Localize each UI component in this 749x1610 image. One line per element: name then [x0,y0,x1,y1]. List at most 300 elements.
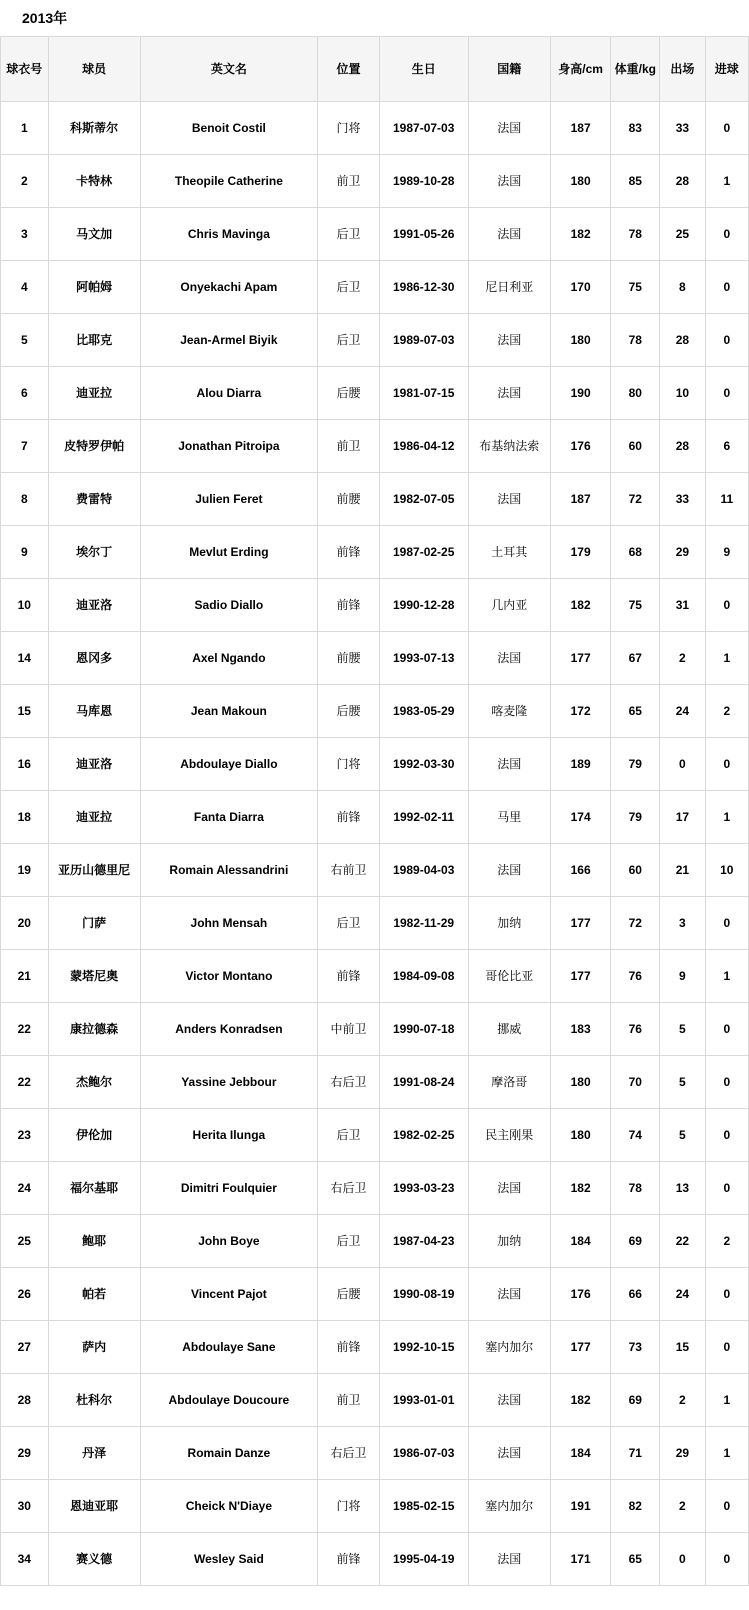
player-name: 迪亚洛 [48,738,140,791]
player-position: 前锋 [318,950,380,1003]
player-weight: 78 [611,208,660,261]
player-goals: 11 [705,473,748,526]
player-name: 萨内 [48,1321,140,1374]
player-goals: 6 [705,420,748,473]
player-jersey-number: 4 [1,261,49,314]
player-name: 门萨 [48,897,140,950]
player-appearances: 24 [660,685,705,738]
player-goals: 1 [705,155,748,208]
player-appearances: 25 [660,208,705,261]
player-weight: 66 [611,1268,660,1321]
player-name: 蒙塔尼奥 [48,950,140,1003]
player-weight: 67 [611,632,660,685]
table-row [1,1480,749,1533]
player-nationality: 法国 [468,844,550,897]
player-name: 杜科尔 [48,1374,140,1427]
player-appearances: 28 [660,155,705,208]
table-row [1,950,749,1003]
player-birthday: 1982-02-25 [379,1109,468,1162]
player-birthday: 1985-02-15 [379,1480,468,1533]
table-row [1,579,749,632]
player-weight: 70 [611,1056,660,1109]
table-row [1,208,749,261]
player-position: 后腰 [318,1268,380,1321]
player-height: 166 [550,844,611,897]
player-height: 180 [550,155,611,208]
player-jersey-number: 23 [1,1109,49,1162]
player-goals: 10 [705,844,748,897]
player-goals: 0 [705,1162,748,1215]
player-english-name: Jonathan Pitroipa [140,420,318,473]
player-jersey-number: 19 [1,844,49,897]
player-nationality: 几内亚 [468,579,550,632]
player-weight: 69 [611,1215,660,1268]
column-header-jersey-number: 球衣号 [1,37,49,102]
player-name: 恩迪亚耶 [48,1480,140,1533]
player-english-name: Julien Feret [140,473,318,526]
player-height: 180 [550,1056,611,1109]
player-birthday: 1987-07-03 [379,102,468,155]
player-nationality: 法国 [468,102,550,155]
player-birthday: 1981-07-15 [379,367,468,420]
player-jersey-number: 20 [1,897,49,950]
player-goals: 1 [705,1427,748,1480]
player-appearances: 33 [660,473,705,526]
player-weight: 80 [611,367,660,420]
player-nationality: 塞内加尔 [468,1480,550,1533]
player-weight: 71 [611,1427,660,1480]
player-appearances: 21 [660,844,705,897]
player-name: 杰鲍尔 [48,1056,140,1109]
player-nationality: 摩洛哥 [468,1056,550,1109]
table-row [1,420,749,473]
column-header-goals: 进球 [705,37,748,102]
player-english-name: Fanta Diarra [140,791,318,844]
player-height: 182 [550,208,611,261]
player-nationality: 尼日利亚 [468,261,550,314]
table-row [1,1533,749,1586]
player-birthday: 1986-07-03 [379,1427,468,1480]
player-name: 埃尔丁 [48,526,140,579]
player-birthday: 1986-04-12 [379,420,468,473]
player-position: 前腰 [318,632,380,685]
player-position: 前锋 [318,1321,380,1374]
player-name: 鲍耶 [48,1215,140,1268]
table-row [1,1321,749,1374]
player-height: 184 [550,1215,611,1268]
player-height: 182 [550,1162,611,1215]
player-english-name: Jean-Armel Biyik [140,314,318,367]
table-row [1,685,749,738]
column-header-appearances: 出场 [660,37,705,102]
player-goals: 0 [705,1480,748,1533]
player-jersey-number: 1 [1,102,49,155]
player-jersey-number: 34 [1,1533,49,1586]
player-appearances: 33 [660,102,705,155]
player-nationality: 法国 [468,155,550,208]
player-goals: 0 [705,367,748,420]
player-goals: 0 [705,208,748,261]
player-appearances: 3 [660,897,705,950]
player-position: 门将 [318,1480,380,1533]
player-position: 门将 [318,738,380,791]
player-appearances: 5 [660,1056,705,1109]
player-position: 中前卫 [318,1003,380,1056]
player-name: 帕若 [48,1268,140,1321]
table-row [1,1003,749,1056]
player-jersey-number: 2 [1,155,49,208]
player-jersey-number: 10 [1,579,49,632]
column-header-english-name: 英文名 [140,37,318,102]
player-height: 182 [550,579,611,632]
player-birthday: 1990-12-28 [379,579,468,632]
player-name: 赛义德 [48,1533,140,1586]
player-weight: 85 [611,155,660,208]
player-weight: 75 [611,579,660,632]
player-jersey-number: 8 [1,473,49,526]
player-birthday: 1986-12-30 [379,261,468,314]
player-appearances: 29 [660,526,705,579]
player-position: 前卫 [318,1374,380,1427]
column-header-birthday: 生日 [379,37,468,102]
player-goals: 0 [705,261,748,314]
table-row [1,1215,749,1268]
player-nationality: 布基纳法索 [468,420,550,473]
table-row [1,526,749,579]
player-nationality: 法国 [468,473,550,526]
player-name: 迪亚拉 [48,791,140,844]
player-goals: 0 [705,314,748,367]
player-weight: 74 [611,1109,660,1162]
player-weight: 83 [611,102,660,155]
player-height: 170 [550,261,611,314]
player-jersey-number: 21 [1,950,49,1003]
player-height: 177 [550,950,611,1003]
player-jersey-number: 22 [1,1003,49,1056]
player-english-name: Mevlut Erding [140,526,318,579]
player-appearances: 13 [660,1162,705,1215]
player-position: 前锋 [318,791,380,844]
player-height: 182 [550,1374,611,1427]
player-jersey-number: 6 [1,367,49,420]
player-nationality: 马里 [468,791,550,844]
player-birthday: 1993-03-23 [379,1162,468,1215]
player-position: 前卫 [318,155,380,208]
player-position: 右后卫 [318,1427,380,1480]
player-weight: 65 [611,1533,660,1586]
player-jersey-number: 16 [1,738,49,791]
player-nationality: 法国 [468,1162,550,1215]
player-jersey-number: 15 [1,685,49,738]
table-row [1,1374,749,1427]
player-position: 后卫 [318,1109,380,1162]
player-jersey-number: 27 [1,1321,49,1374]
table-row [1,791,749,844]
player-english-name: Anders Konradsen [140,1003,318,1056]
player-english-name: Yassine Jebbour [140,1056,318,1109]
player-english-name: Romain Alessandrini [140,844,318,897]
player-weight: 79 [611,738,660,791]
player-birthday: 1995-04-19 [379,1533,468,1586]
player-jersey-number: 28 [1,1374,49,1427]
player-appearances: 17 [660,791,705,844]
player-nationality: 加纳 [468,1215,550,1268]
player-birthday: 1991-05-26 [379,208,468,261]
player-goals: 0 [705,738,748,791]
player-position: 前腰 [318,473,380,526]
player-goals: 0 [705,102,748,155]
player-appearances: 28 [660,314,705,367]
player-birthday: 1982-11-29 [379,897,468,950]
player-position: 后卫 [318,208,380,261]
player-height: 177 [550,1321,611,1374]
player-weight: 68 [611,526,660,579]
player-english-name: Alou Diarra [140,367,318,420]
player-nationality: 民主刚果 [468,1109,550,1162]
player-english-name: Romain Danze [140,1427,318,1480]
player-birthday: 1992-02-11 [379,791,468,844]
player-weight: 79 [611,791,660,844]
player-height: 177 [550,897,611,950]
player-birthday: 1992-10-15 [379,1321,468,1374]
player-birthday: 1990-07-18 [379,1003,468,1056]
player-name: 皮特罗伊帕 [48,420,140,473]
player-jersey-number: 25 [1,1215,49,1268]
player-height: 191 [550,1480,611,1533]
column-header-position: 位置 [318,37,380,102]
table-row [1,897,749,950]
player-appearances: 2 [660,632,705,685]
player-goals: 0 [705,1268,748,1321]
player-weight: 73 [611,1321,660,1374]
player-goals: 9 [705,526,748,579]
player-jersey-number: 5 [1,314,49,367]
player-weight: 76 [611,1003,660,1056]
player-goals: 0 [705,1533,748,1586]
player-nationality: 加纳 [468,897,550,950]
player-nationality: 法国 [468,632,550,685]
roster-table [0,36,749,1586]
player-birthday: 1993-01-01 [379,1374,468,1427]
player-jersey-number: 7 [1,420,49,473]
player-nationality: 法国 [468,738,550,791]
player-english-name: Benoit Costil [140,102,318,155]
player-appearances: 9 [660,950,705,1003]
player-birthday: 1989-10-28 [379,155,468,208]
player-weight: 60 [611,420,660,473]
player-height: 180 [550,314,611,367]
player-goals: 0 [705,1003,748,1056]
player-birthday: 1987-02-25 [379,526,468,579]
player-goals: 1 [705,632,748,685]
player-jersey-number: 22 [1,1056,49,1109]
player-position: 右后卫 [318,1056,380,1109]
table-row [1,1162,749,1215]
table-row [1,1056,749,1109]
player-height: 172 [550,685,611,738]
player-position: 后卫 [318,897,380,950]
player-english-name: Abdoulaye Doucoure [140,1374,318,1427]
player-jersey-number: 9 [1,526,49,579]
table-row [1,261,749,314]
player-position: 前锋 [318,1533,380,1586]
table-body [1,102,749,1586]
player-english-name: Abdoulaye Sane [140,1321,318,1374]
player-goals: 1 [705,1374,748,1427]
player-nationality: 土耳其 [468,526,550,579]
player-weight: 82 [611,1480,660,1533]
player-english-name: Victor Montano [140,950,318,1003]
player-english-name: John Mensah [140,897,318,950]
player-appearances: 31 [660,579,705,632]
player-goals: 1 [705,791,748,844]
player-height: 180 [550,1109,611,1162]
player-weight: 69 [611,1374,660,1427]
player-position: 右前卫 [318,844,380,897]
player-nationality: 法国 [468,314,550,367]
player-goals: 2 [705,1215,748,1268]
player-appearances: 24 [660,1268,705,1321]
player-goals: 2 [705,685,748,738]
player-height: 189 [550,738,611,791]
player-weight: 76 [611,950,660,1003]
player-jersey-number: 29 [1,1427,49,1480]
player-position: 后腰 [318,367,380,420]
player-appearances: 2 [660,1480,705,1533]
table-row [1,844,749,897]
player-appearances: 5 [660,1003,705,1056]
player-position: 右后卫 [318,1162,380,1215]
player-english-name: Wesley Said [140,1533,318,1586]
player-position: 前卫 [318,420,380,473]
player-name: 迪亚洛 [48,579,140,632]
player-english-name: Onyekachi Apam [140,261,318,314]
player-name: 伊伦加 [48,1109,140,1162]
player-goals: 0 [705,1321,748,1374]
player-name: 马库恩 [48,685,140,738]
player-nationality: 塞内加尔 [468,1321,550,1374]
table-row [1,367,749,420]
player-position: 后卫 [318,314,380,367]
player-birthday: 1987-04-23 [379,1215,468,1268]
player-name: 丹泽 [48,1427,140,1480]
table-row [1,473,749,526]
player-height: 187 [550,473,611,526]
player-birthday: 1990-08-19 [379,1268,468,1321]
player-nationality: 法国 [468,367,550,420]
player-jersey-number: 18 [1,791,49,844]
player-appearances: 15 [660,1321,705,1374]
player-jersey-number: 24 [1,1162,49,1215]
player-birthday: 1983-05-29 [379,685,468,738]
player-position: 前锋 [318,579,380,632]
player-position: 前锋 [318,526,380,579]
player-birthday: 1982-07-05 [379,473,468,526]
player-name: 卡特林 [48,155,140,208]
player-nationality: 法国 [468,1268,550,1321]
player-goals: 0 [705,897,748,950]
column-header-player: 球员 [48,37,140,102]
player-height: 179 [550,526,611,579]
player-appearances: 2 [660,1374,705,1427]
player-english-name: Theopile Catherine [140,155,318,208]
player-appearances: 0 [660,738,705,791]
player-goals: 0 [705,579,748,632]
player-english-name: Cheick N'Diaye [140,1480,318,1533]
player-english-name: Jean Makoun [140,685,318,738]
player-appearances: 5 [660,1109,705,1162]
player-name: 马文加 [48,208,140,261]
player-position: 后腰 [318,685,380,738]
player-birthday: 1984-09-08 [379,950,468,1003]
player-weight: 65 [611,685,660,738]
player-position: 后卫 [318,261,380,314]
player-height: 190 [550,367,611,420]
player-weight: 78 [611,314,660,367]
table-row [1,1268,749,1321]
table-row [1,155,749,208]
player-name: 费雷特 [48,473,140,526]
player-nationality: 法国 [468,1533,550,1586]
player-appearances: 0 [660,1533,705,1586]
player-nationality: 法国 [468,1374,550,1427]
player-english-name: Chris Mavinga [140,208,318,261]
player-name: 迪亚拉 [48,367,140,420]
table-row [1,102,749,155]
table-row [1,1109,749,1162]
player-english-name: Dimitri Foulquier [140,1162,318,1215]
player-appearances: 10 [660,367,705,420]
player-weight: 60 [611,844,660,897]
table-header [1,37,749,102]
player-nationality: 法国 [468,1427,550,1480]
player-weight: 78 [611,1162,660,1215]
player-name: 福尔基耶 [48,1162,140,1215]
player-appearances: 22 [660,1215,705,1268]
column-header-height: 身高/cm [550,37,611,102]
player-position: 后卫 [318,1215,380,1268]
table-row [1,1427,749,1480]
player-nationality: 法国 [468,208,550,261]
player-jersey-number: 14 [1,632,49,685]
player-appearances: 28 [660,420,705,473]
player-english-name: Abdoulaye Diallo [140,738,318,791]
player-english-name: Sadio Diallo [140,579,318,632]
table-row [1,314,749,367]
player-birthday: 1992-03-30 [379,738,468,791]
player-height: 183 [550,1003,611,1056]
player-birthday: 1989-07-03 [379,314,468,367]
player-height: 171 [550,1533,611,1586]
player-height: 176 [550,1268,611,1321]
column-header-weight: 体重/kg [611,37,660,102]
player-birthday: 1991-08-24 [379,1056,468,1109]
player-birthday: 1989-04-03 [379,844,468,897]
player-height: 174 [550,791,611,844]
player-name: 恩冈多 [48,632,140,685]
player-goals: 0 [705,1056,748,1109]
player-nationality: 挪威 [468,1003,550,1056]
player-nationality: 喀麦隆 [468,685,550,738]
player-position: 门将 [318,102,380,155]
header-row [1,37,749,102]
player-name: 康拉德森 [48,1003,140,1056]
player-weight: 72 [611,473,660,526]
player-name: 科斯蒂尔 [48,102,140,155]
player-name: 比耶克 [48,314,140,367]
player-english-name: Vincent Pajot [140,1268,318,1321]
column-header-nationality: 国籍 [468,37,550,102]
